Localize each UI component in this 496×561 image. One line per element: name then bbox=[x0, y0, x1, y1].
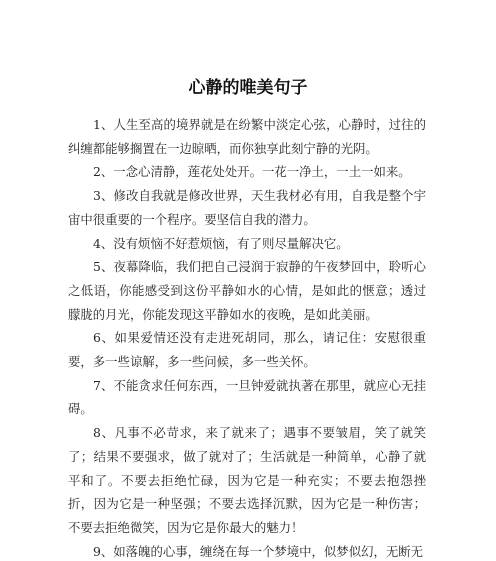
paragraph-5: 5、夜幕降临，我们把自己浸润于寂静的午夜梦回中，聆听心之低语，你能感受到这份平静如水的心情，是如此的惬意；透过朦胧的月光，你能发现这平静如水的夜晚，是如此美丽。 bbox=[68, 259, 426, 322]
paragraph-8: 8、凡事不必苛求，来了就来了；遇事不要皱眉，笑了就笑了；结果不要强求，做了就对了；生活就是一种简单，心静了就平和了。不要去拒绝忙碌，因为它是一种充实；不要去抱怨挫折，因为它是一种坚强；不要去选择沉默，因为它是一种伤害；不要去拒绝微笑，因为它是你最大的魅力！ bbox=[68, 425, 426, 535]
paragraph-4: 4、没有烦恼不好惹烦恼，有了则尽量解决它。 bbox=[93, 235, 349, 251]
paragraph-1: 1、人生至高的境界就是在纷繁中淡定心弦，心静时，过往的纠缠都能够搁置在一边晾晒，而你独享此刻宁静的光阴。 bbox=[68, 117, 426, 156]
paragraph-6: 6、如果爱情还没有走进死胡同，那么，请记住：安慰很重要，多一些谅解，多一些问候，多一些关怀。 bbox=[68, 330, 426, 370]
paragraph-7: 7、不能贪求任何东西，一旦钟爱就执著在那里，就应心无挂碍。 bbox=[68, 377, 426, 417]
paragraph-3: 3、修改自我就是修改世界，天生我材必有用，自我是整个宇宙中很重要的一个程序。要坚信自我的潜力。 bbox=[68, 188, 426, 227]
article-body bbox=[68, 113, 426, 561]
page-title: 心静的唯美句子 bbox=[188, 78, 308, 98]
paragraph-9: 9、如落魄的心事，缠绕在每一个梦境中，似梦似幻，无断无 bbox=[93, 543, 424, 559]
paragraph-2: 2、一念心清静，莲花处处开。一花一净土，一土一如来。 bbox=[93, 164, 411, 180]
